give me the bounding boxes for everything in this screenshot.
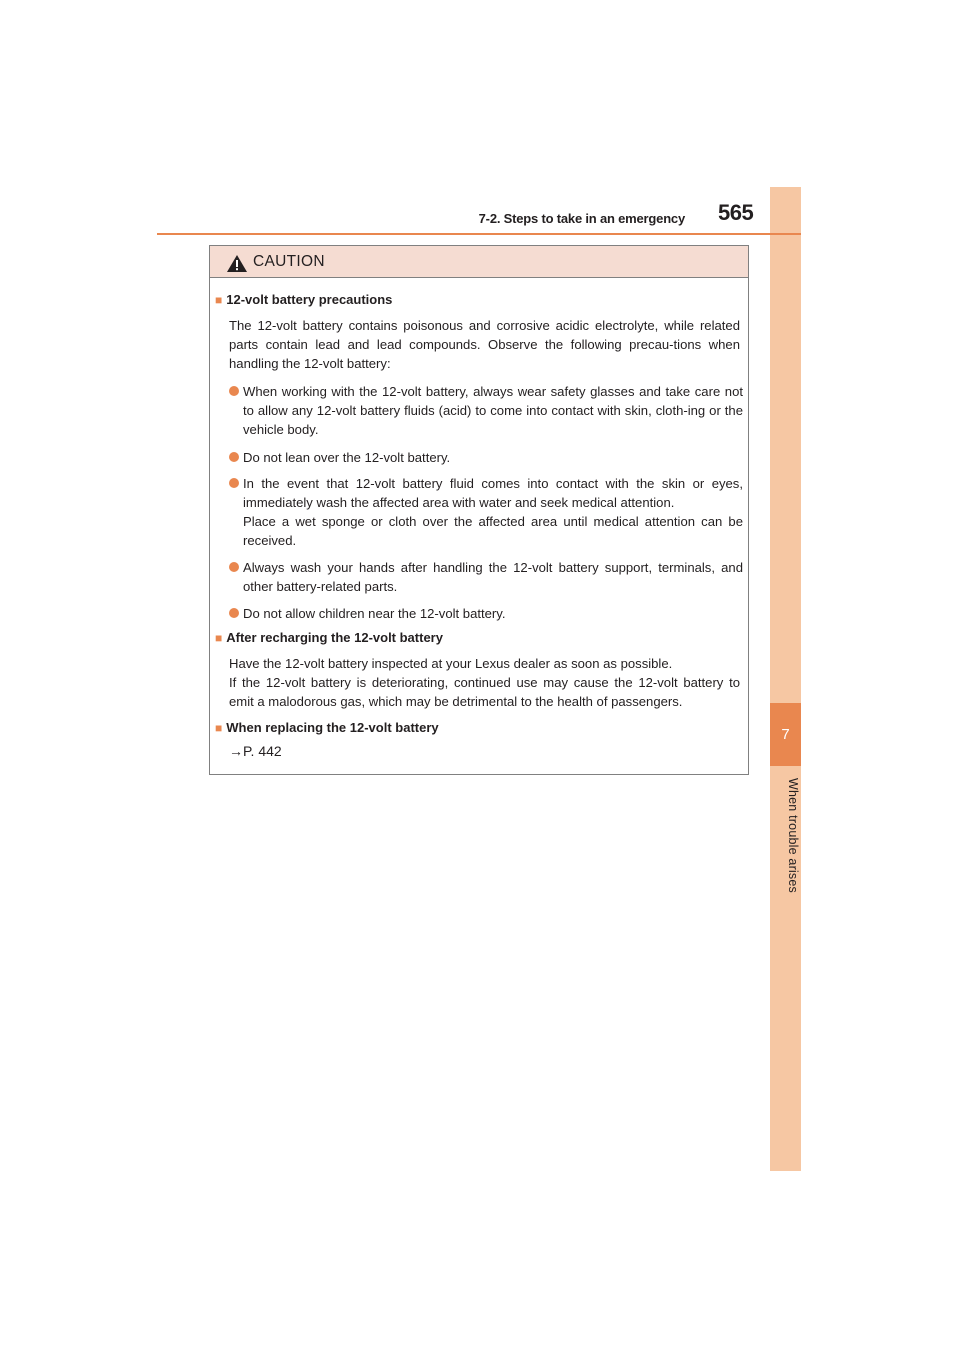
chapter-title-label: When trouble arises <box>786 778 800 893</box>
after-recharging-line-2: If the 12-volt battery is deteriorating, continued use may cause the 12-volt battery to emit a malodorous gas, which may be detrimental to the health of passengers. <box>229 675 740 709</box>
bullet-dot-icon <box>229 562 239 572</box>
header-rule <box>157 233 801 235</box>
battery-precautions-intro: The 12-volt battery contains poisonous and corrosive acidic electrolyte, while related parts contain lead and lead compounds. Observe the following precau-tions when handling the 12-volt battery: <box>229 318 740 371</box>
warning-triangle-icon <box>227 255 247 272</box>
caution-title: CAUTION <box>253 253 325 270</box>
caution-box <box>209 245 749 775</box>
square-bullet-icon: ■ <box>215 631 223 645</box>
bullet-dot-icon <box>229 386 239 396</box>
list-item <box>229 474 743 512</box>
list-item <box>229 558 743 596</box>
section-heading-after-recharging <box>215 628 443 648</box>
section-heading-battery-precautions <box>215 290 392 310</box>
bullet-text: Do not allow children near the 12-volt battery. <box>243 606 506 621</box>
bullet-text: Place a wet sponge or cloth over the affected area until medical attention can be received. <box>243 514 743 548</box>
bullet-text: In the event that 12-volt battery fluid comes into contact with the skin or eyes, immediately wash the affected area with water and seek medical attention. <box>243 476 743 510</box>
bullet-dot-icon <box>229 478 239 488</box>
list-item <box>229 382 743 439</box>
bullet-text: Do not lean over the 12-volt battery. <box>243 450 451 465</box>
list-item <box>229 448 743 467</box>
heading-text: 12-volt battery precautions <box>226 292 393 307</box>
heading-text: When replacing the 12-volt battery <box>226 720 439 735</box>
section-heading-replacing-battery <box>215 718 439 738</box>
bullet-dot-icon <box>229 452 239 462</box>
bullet-dot-icon <box>229 608 239 618</box>
bullet-text: When working with the 12-volt battery, always wear safety glasses and take care not to allow any 12-volt battery fluids (acid) to come into contact with skin, cloth-ing or the vehicle body. <box>243 384 743 437</box>
square-bullet-icon: ■ <box>215 293 223 307</box>
section-title: 7-2. Steps to take in an emergency <box>478 211 685 226</box>
bullet-continuation <box>229 512 743 550</box>
heading-text: After recharging the 12-volt battery <box>226 630 443 645</box>
caution-header <box>210 246 748 278</box>
square-bullet-icon: ■ <box>215 721 223 735</box>
bullet-text: Always wash your hands after handling the 12-volt battery support, terminals, and other battery-related parts. <box>243 560 743 594</box>
chapter-number-tab: 7 <box>770 703 801 766</box>
list-item <box>229 604 743 623</box>
chapter-side-tab <box>770 187 801 1171</box>
page-reference-link[interactable]: →P. 442 <box>229 743 282 759</box>
page-number: 565 <box>718 200 754 225</box>
after-recharging-line-1: Have the 12-volt battery inspected at your Lexus dealer as soon as possible. <box>229 656 673 671</box>
